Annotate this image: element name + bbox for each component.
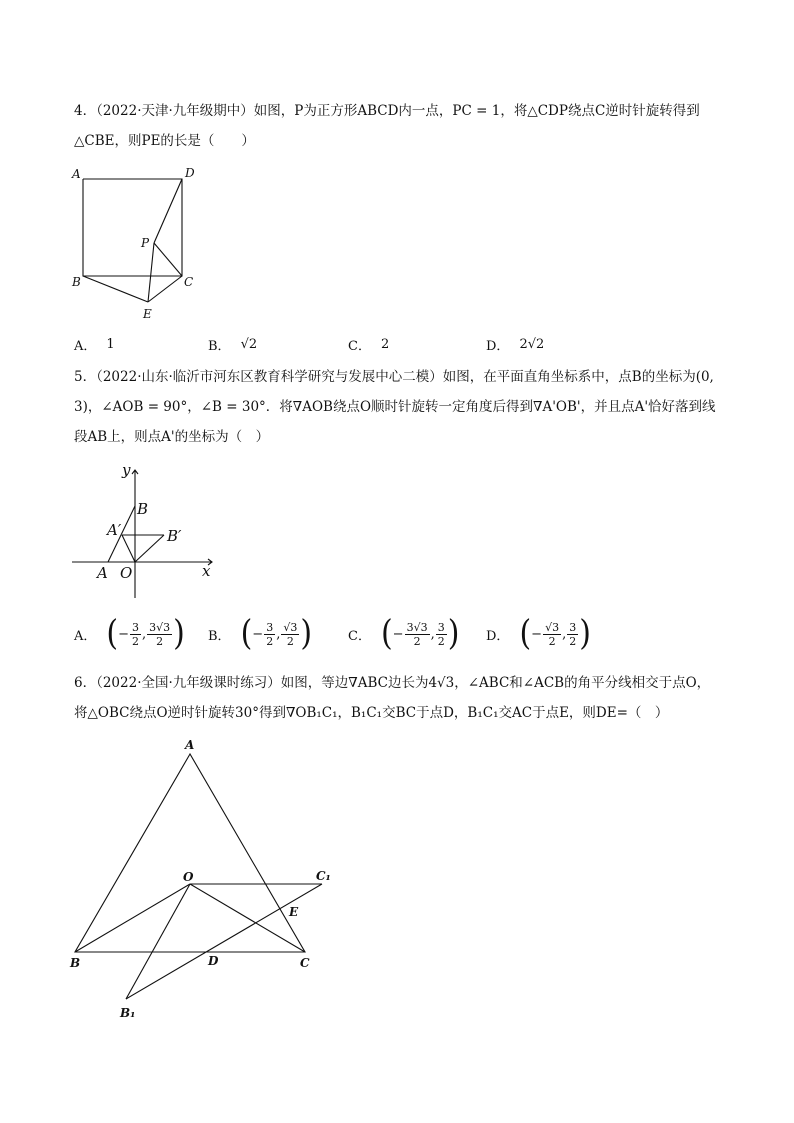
question-5-figure <box>64 458 224 608</box>
label-a: A <box>97 564 108 582</box>
question-4-line-2: △CBE，则PE的长是（ ） <box>74 133 255 149</box>
square-abcd <box>83 179 182 276</box>
question-6-figure <box>60 734 340 1024</box>
question-6-text <box>74 668 734 728</box>
segment-b1c1 <box>126 884 322 999</box>
question-4-figure <box>66 162 216 322</box>
option-c[interactable]: C． ( − $\frac{3√3}{2}$ , $\frac{3}{2}$ ) <box>348 613 460 654</box>
label-a: A <box>185 738 195 752</box>
label-p: P <box>141 236 150 250</box>
label-c: C <box>300 956 310 970</box>
label-d: D <box>185 166 195 180</box>
label-a-prime: A′ <box>107 521 122 539</box>
segment-be <box>83 276 148 302</box>
question-5-line-3: 段AB上，则点A'的坐标为（ ） <box>74 429 270 445</box>
option-c[interactable]: C． 2 <box>348 336 390 354</box>
segment-oc <box>190 884 305 952</box>
label-b: B <box>72 275 81 289</box>
label-d: D <box>208 954 219 968</box>
segment-pe <box>148 243 154 302</box>
segment-dp <box>154 179 182 243</box>
option-d[interactable]: D． 2√2 <box>486 336 545 354</box>
label-a: A <box>72 167 81 181</box>
label-e: E <box>289 905 299 919</box>
option-b[interactable]: B． ( − $\frac{3}{2}$ , $\frac{√3}{2}$ ) <box>208 613 313 654</box>
label-e: E <box>143 307 152 321</box>
option-a[interactable]: A． 1 <box>74 336 115 354</box>
segment-pc <box>154 243 182 276</box>
question-6-line-1: 6．（2022·全国·九年级课时练习）如图，等边∇ABC边长为4√3，∠ABC和∠ACB的角平分线相交于点O， <box>74 675 711 691</box>
label-b: B <box>70 956 81 970</box>
segment-ob1 <box>126 884 190 999</box>
question-4-line-1: 4．（2022·天津·九年级期中）如图，P为正方形ABCD内一点，PC = 1，将△CDP绕点C逆时针旋转得到 <box>74 103 700 119</box>
question-4-text <box>74 96 734 156</box>
segment-ob1 <box>135 535 164 562</box>
label-b-prime: B′ <box>167 527 182 545</box>
question-5-text <box>74 362 734 452</box>
label-x: x <box>202 562 211 580</box>
question-5-line-2: 3)，∠AOB = 90°，∠B = 30°．将∇AOB绕点O顺时针旋转一定角度后得到∇A'OB'，并且点A'恰好落到线 <box>74 399 716 415</box>
label-c: C <box>184 275 194 289</box>
label-b1: B₁ <box>120 1006 136 1020</box>
segment-ce <box>148 276 182 302</box>
question-6-line-2: 将△OBC绕点O逆时针旋转30°得到∇OB₁C₁，B₁C₁交BC于点D，B₁C₁交AC于点E，则DE=（ ） <box>74 705 669 721</box>
label-o: O <box>183 870 194 884</box>
label-c1: C₁ <box>316 869 331 883</box>
option-d[interactable]: D． ( − $\frac{√3}{2}$ , $\frac{3}{2}$ ) <box>486 613 591 654</box>
segment-oa1 <box>122 535 135 562</box>
option-a[interactable]: A． ( − $\frac{3}{2}$ , $\frac{3√3}{2}$ ) <box>74 613 185 654</box>
question-5-line-1: 5．（2022·山东·临沂市河东区教育科学研究与发展中心二模）如图，在平面直角坐标系中，点B的坐标为(0, <box>74 369 714 385</box>
triangle-abc <box>75 754 305 952</box>
label-o: O <box>120 564 133 582</box>
segment-ob <box>75 884 190 952</box>
label-b: B <box>137 500 149 518</box>
option-b[interactable]: B． √2 <box>208 336 258 354</box>
label-y: y <box>122 461 131 479</box>
